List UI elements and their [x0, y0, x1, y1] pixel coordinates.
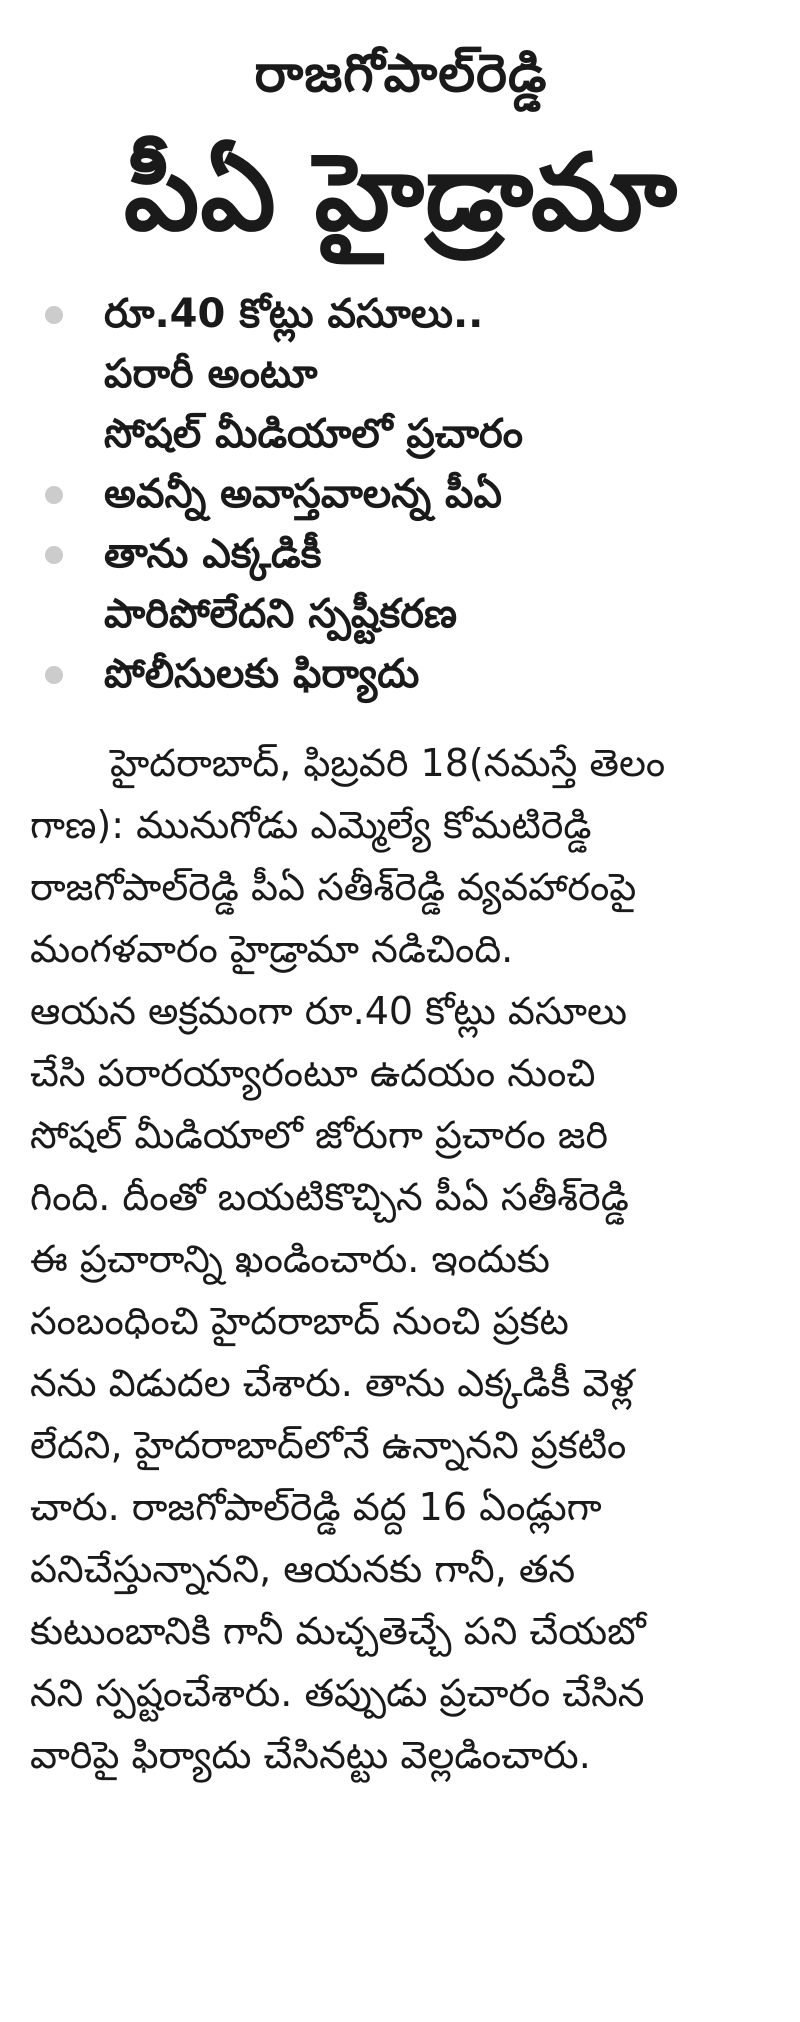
- highlight-item: [30, 524, 772, 644]
- bullet-icon: [45, 546, 63, 564]
- highlight-item: [30, 464, 772, 524]
- body-line: నని స్పష్టంచేశారు. తప్పుడు ప్రచారం చేసిన: [30, 1671, 645, 1715]
- body-line: కుటుంబానికి గానీ మచ్చతెచ్చే పని చేయబో: [30, 1609, 646, 1653]
- body-line: చారు. రాజగోపాల్‌రెడ్డి వద్ద 16 ఏండ్లుగా: [30, 1485, 602, 1529]
- body-line: లేదని, హైదరాబాద్‌లోనే ఉన్నానని ప్రకటిం: [30, 1423, 627, 1467]
- highlight-line: పారిపోలేదని స్పష్టీకరణ: [104, 591, 458, 637]
- body-line: సంబంధించి హైదరాబాద్‌ నుంచి ప్రకట: [30, 1299, 569, 1343]
- bullet-icon: [45, 306, 63, 324]
- highlight-line: తాను ఎక్కడికీ: [104, 531, 322, 577]
- body-line: నను విడుదల చేశారు. తాను ఎక్కడికీ వెళ్ల: [30, 1361, 634, 1405]
- highlight-line: పరారీ అంటూ: [104, 351, 318, 397]
- kicker-title: రాజగోపాల్‌రెడ్డి: [254, 44, 548, 104]
- body-line: పనిచేస్తున్నానని, ఆయనకు గానీ, తన: [30, 1547, 576, 1591]
- highlight-line: పోలీసులకు ఫిర్యాదు: [104, 651, 420, 697]
- body-line: రాజగోపాల్‌రెడ్డి పీఏ సతీశ్‌రెడ్డి వ్యవహారంపై: [30, 865, 637, 909]
- highlight-item: [30, 284, 772, 464]
- highlight-line: రూ.40 కోట్లు వసూలు..: [104, 291, 484, 337]
- body-line: వారిపై ఫిర్యాదు చేసినట్టు వెల్లడించారు.: [30, 1733, 591, 1777]
- highlight-item: [30, 644, 772, 704]
- highlight-line: అవన్నీ అవాస్తవాలన్న పీఏ: [104, 471, 502, 517]
- body-line: చేసి పరారయ్యారంటూ ఉదయం నుంచి: [30, 1051, 596, 1095]
- body-line: మంగళవారం హైడ్రామా నడిచింది.: [30, 927, 514, 971]
- body-line: గింది. దీంతో బయటికొచ్చిన పీఏ సతీశ్‌రెడ్డి: [30, 1175, 629, 1219]
- highlight-line: సోషల్‌ మీడియాలో ప్రచారం: [104, 411, 523, 457]
- highlights-list: [30, 284, 772, 704]
- bullet-icon: [45, 666, 63, 684]
- bullet-icon: [45, 486, 63, 504]
- article-body: [30, 732, 772, 1786]
- body-line: ఆయన అక్రమంగా రూ.40 కోట్లు వసూలు: [30, 989, 628, 1033]
- body-line: ఈ ప్రచారాన్ని ఖండించారు. ఇందుకు: [30, 1237, 550, 1281]
- body-line: సోషల్‌ మీడియాలో జోరుగా ప్రచారం జరి: [30, 1113, 609, 1157]
- headline: పీఏ హైడ్రామా: [123, 131, 679, 254]
- body-line: గాణ): మునుగోడు ఎమ్మెల్యే కోమటిరెడ్డి: [30, 803, 592, 847]
- body-line: హైదరాబాద్‌, ఫిబ్రవరి 18(నమస్తే తెలం: [110, 741, 666, 785]
